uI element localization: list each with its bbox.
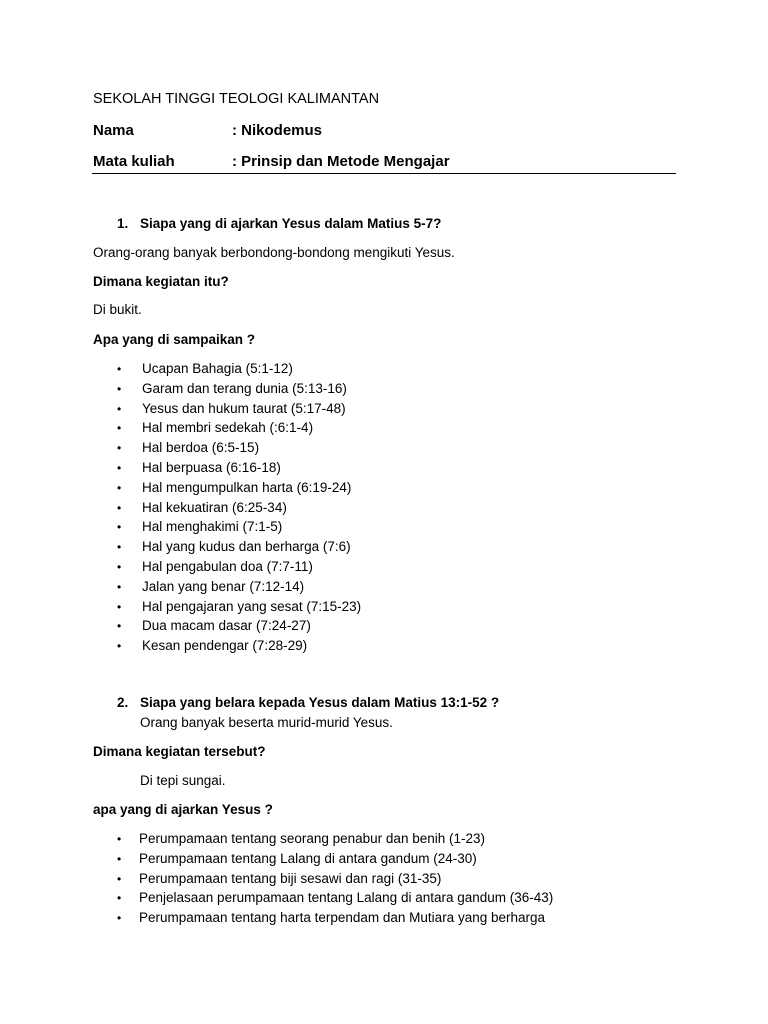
q2-number: 2.: [117, 695, 129, 710]
bullet-icon: •: [117, 460, 122, 475]
q1-question: Siapa yang di ajarkan Yesus dalam Matius 5-7?: [140, 216, 442, 231]
bullet-icon: •: [117, 421, 122, 436]
bullet-icon: •: [117, 381, 122, 396]
q2-where-answer: Di tepi sungai.: [140, 773, 226, 788]
q2-where-question: Dimana kegiatan tersebut?: [93, 744, 266, 759]
q1-where-answer: Di bukit.: [93, 302, 142, 317]
bullet-icon: •: [117, 871, 122, 886]
bullet-icon: •: [117, 832, 122, 846]
bullet-icon: •: [117, 579, 122, 594]
bullet-icon: •: [117, 401, 122, 416]
bullet-icon: •: [117, 639, 122, 654]
header-divider: [92, 173, 676, 174]
q1-where-question: Dimana kegiatan itu?: [93, 274, 229, 289]
q1-number: 1.: [117, 216, 129, 231]
q2-what-question: apa yang di ajarkan Yesus ?: [93, 802, 273, 817]
document-page: SEKOLAH TINGGI TEOLOGI KALIMANTAN Nama : Nikodemus Mata kuliah : Prinsip dan Metode Mengajar 1. Siapa yang di ajarkan Yesus dalam Matius 5-7? Orang-orang banyak berbondong-bondong mengikuti Yesus. Dimana kegiatan itu? Di bukit. Apa yang di sampaikan ? • Ucapan Bahagia (5:1-12) • Garam dan terang dunia (5:13-16) • Yesus dan hukum taurat (5:17-48) • Hal membri sedekah (:6:1-4) • Hal berdoa (6:5-15) • Hal berpuasa (6:16-18) • Hal mengumpulkan harta (6:19-24) • Hal kekuatiran (6:25-34) • Hal menghakimi (7:1-5) • Hal yang kudus dan berharga (7:6) • Hal pengabulan doa (7:7-11) • Jalan yang benar (7:12-14) • Hal pengajaran yang sesat (7:15-23) • Dua macam dasar (7:24-27) • Kesan pendengar (7:28-29) 2. Siapa yang belara kepada Yesus dalam Matius 13:1-52 ? Orang banyak beserta murid-murid Yesus. Dimana kegiatan tersebut? Di tepi sungai. apa yang di ajarkan Yesus ? • Perumpamaan tentang seorang penabur dan benih (1-23) • Perumpamaan tentang Lalang di antara gandum (24-30) • Perumpamaan tentang biji sesawi dan ragi (31-35) • Penjelasaan perumpamaan tentang Lalang di antara gandum (36-43) • Perumpamaan tentang harta terpendam dan Mutiara yang berharga: [0, 0, 768, 1024]
bullet-icon: •: [117, 599, 122, 614]
course-value: : Prinsip dan Metode Mengajar: [232, 153, 450, 170]
bullet-icon: •: [117, 851, 122, 866]
bullet-icon: •: [117, 441, 122, 456]
bullet-icon: •: [117, 891, 122, 906]
q1-what-question: Apa yang di sampaikan ?: [93, 332, 256, 347]
bullet-icon: •: [117, 559, 122, 574]
q2-answer: Orang banyak beserta murid-murid Yesus.: [140, 715, 393, 730]
bullet-icon: •: [117, 480, 122, 495]
name-value: : Nikodemus: [232, 122, 323, 139]
course-label: Mata kuliah: [93, 153, 175, 170]
school-title: SEKOLAH TINGGI TEOLOGI KALIMANTAN: [93, 91, 380, 107]
bullet-icon: •: [117, 520, 122, 535]
bullet-icon: •: [117, 911, 122, 926]
bullet-icon: •: [117, 540, 122, 555]
q1-answer: Orang-orang banyak berbondong-bondong mengikuti Yesus.: [93, 245, 455, 260]
bullet-icon: •: [117, 362, 122, 376]
q2-question: Siapa yang belara kepada Yesus dalam Matius 13:1-52 ?: [140, 695, 500, 710]
name-label: Nama: [93, 122, 134, 139]
bullet-icon: •: [117, 619, 122, 634]
bullet-icon: •: [117, 500, 122, 515]
